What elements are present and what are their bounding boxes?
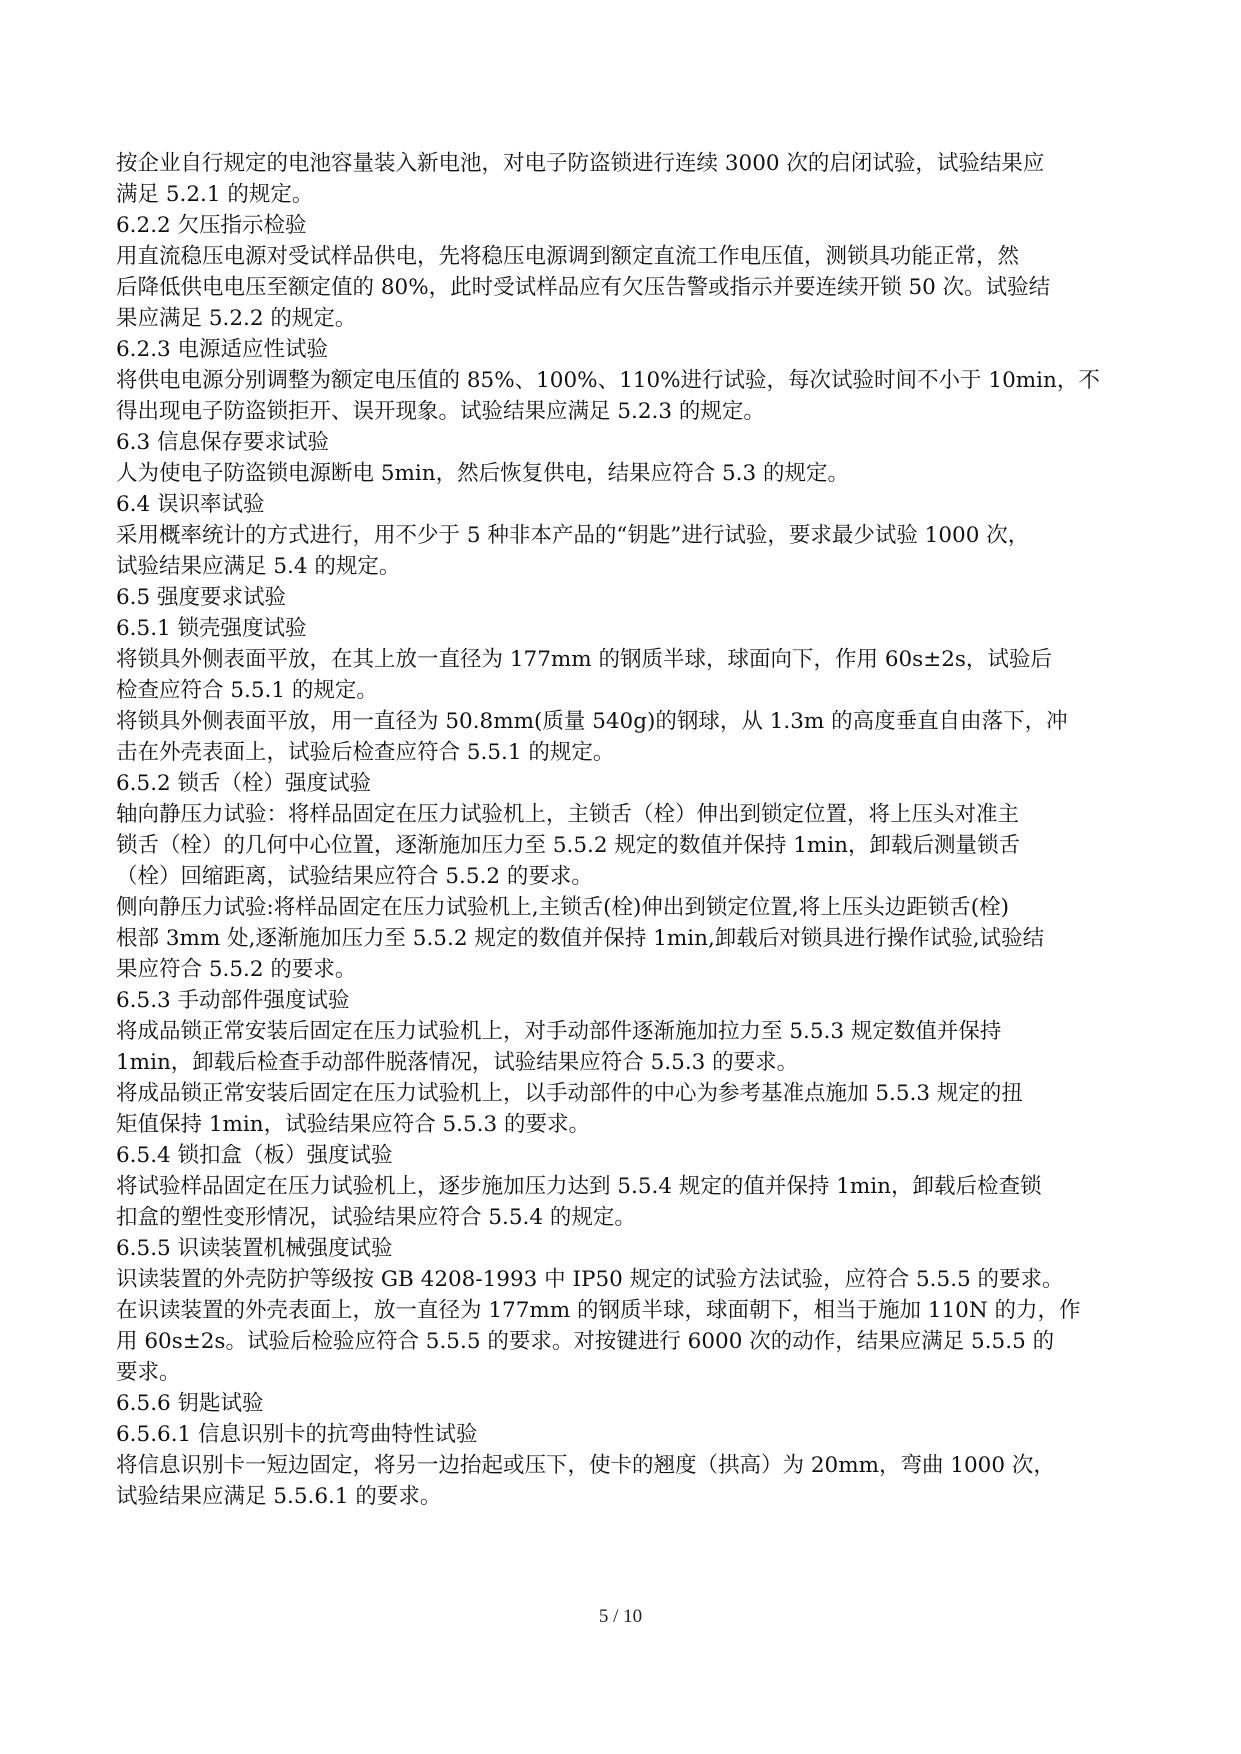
- text-line: 试验结果应满足 5.5.6.1 的要求。: [116, 1484, 442, 1509]
- section-heading: 6.5.3 手动部件强度试验: [116, 988, 350, 1013]
- text-line: 在识读装置的外壳表面上，放一直径为 177mm 的钢质半球，球面朝下，相当于施加 110N 的力，作: [116, 1298, 1081, 1323]
- text-line: 将锁具外侧表面平放，用一直径为 50.8mm(质量 540g)的钢球，从 1.3m 的高度垂直自由落下，冲: [116, 709, 1068, 734]
- section-heading: 6.2.2 欠压指示检验: [116, 213, 307, 238]
- text-line: 按企业自行规定的电池容量装入新电池，对电子防盗锁进行连续 3000 次的启闭试验，试验结果应: [116, 151, 1045, 176]
- text-line: 扣盒的塑性变形情况，试验结果应符合 5.5.4 的规定。: [116, 1205, 636, 1230]
- text-line: 用 60s±2s。试验后检验应符合 5.5.5 的要求。对按键进行 6000 次的动作，结果应满足 5.5.5 的: [116, 1329, 1055, 1354]
- text-line: 将试验样品固定在压力试验机上，逐步施加压力达到 5.5.4 规定的值并保持 1min，卸载后检查锁: [116, 1174, 1042, 1199]
- text-line: 后降低供电电压至额定值的 80%，此时受试样品应有欠压告警或指示并要连续开锁 50 次。试验结: [116, 275, 1051, 300]
- text-line: 果应符合 5.5.2 的要求。: [116, 957, 357, 982]
- text-line: 果应满足 5.2.2 的规定。: [116, 306, 357, 331]
- section-heading: 6.5.4 锁扣盒（板）强度试验: [116, 1143, 393, 1168]
- text-line: 试验结果应满足 5.4 的规定。: [116, 554, 401, 579]
- document-body: [116, 148, 1161, 1512]
- text-line: 要求。: [116, 1360, 181, 1385]
- text-line: 得出现电子防盗锁拒开、误开现象。试验结果应满足 5.2.3 的规定。: [116, 399, 765, 424]
- text-line: 将成品锁正常安装后固定在压力试验机上，对手动部件逐渐施加拉力至 5.5.3 规定数值并保持: [116, 1019, 1002, 1044]
- text-line: 满足 5.2.1 的规定。: [116, 182, 314, 207]
- section-heading: 6.5.6 钥匙试验: [116, 1391, 264, 1416]
- text-line: 侧向静压力试验:将样品固定在压力试验机上,主锁舌(栓)伸出到锁定位置,将上压头边距锁舌(栓): [116, 895, 1009, 920]
- section-heading: 6.4 误识率试验: [116, 492, 265, 517]
- text-line: 检查应符合 5.5.1 的规定。: [116, 678, 378, 703]
- section-heading: 6.5.2 锁舌（栓）强度试验: [116, 771, 372, 796]
- section-heading: 6.5.1 锁壳强度试验: [116, 616, 307, 641]
- text-line: 1min，卸载后检查手动部件脱落情况，试验结果应符合 5.5.3 的要求。: [116, 1050, 799, 1075]
- text-line: 用直流稳压电源对受试样品供电，先将稳压电源调到额定直流工作电压值，测锁具功能正常，然: [116, 244, 1020, 269]
- section-heading: 6.5 强度要求试验: [116, 585, 287, 610]
- text-line: （栓）回缩距离，试验结果应符合 5.5.2 的要求。: [116, 864, 593, 889]
- text-line: 击在外壳表面上，试验后检查应符合 5.5.1 的规定。: [116, 740, 615, 765]
- section-heading: 6.5.5 识读装置机械强度试验: [116, 1236, 393, 1261]
- section-heading: 6.3 信息保存要求试验: [116, 430, 330, 455]
- section-heading: 6.5.6.1 信息识别卡的抗弯曲特性试验: [116, 1422, 478, 1447]
- section-heading: 6.2.3 电源适应性试验: [116, 337, 329, 362]
- text-line: 根部 3mm 处,逐渐施加压力至 5.5.2 规定的数值并保持 1min,卸载后对锁具进行操作试验,试验结: [116, 926, 1045, 951]
- text-line: 人为使电子防盗锁电源断电 5min，然后恢复供电，结果应符合 5.3 的规定。: [116, 461, 849, 486]
- text-line: 将成品锁正常安装后固定在压力试验机上，以手动部件的中心为参考基准点施加 5.5.3 规定的扭: [116, 1081, 1023, 1106]
- text-line: 矩值保持 1min，试验结果应符合 5.5.3 的要求。: [116, 1112, 590, 1137]
- text-line: 将信息识别卡一短边固定，将另一边抬起或压下，使卡的翘度（拱高）为 20mm，弯曲 1000 次，: [116, 1453, 1055, 1478]
- text-line: 采用概率统计的方式进行，用不少于 5 种非本产品的“钥匙”进行试验，要求最少试验 1000 次，: [116, 523, 1030, 548]
- text-line: 轴向静压力试验：将样品固定在压力试验机上，主锁舌（栓）伸出到锁定位置，将上压头对准主: [116, 802, 1020, 827]
- text-line: 锁舌（栓）的几何中心位置，逐渐施加压力至 5.5.2 规定的数值并保持 1min，卸载后测量锁舌: [116, 833, 1021, 858]
- text-line: 识读装置的外壳防护等级按 GB 4208-1993 中 IP50 规定的试验方法试验，应符合 5.5.5 的要求。: [116, 1267, 1064, 1292]
- page-number: 5 / 10: [598, 1606, 643, 1627]
- text-line: 将供电电源分别调整为额定电压值的 85%、100%、110%进行试验，每次试验时间不小于 10min，不: [116, 368, 1100, 393]
- text-line: 将锁具外侧表面平放，在其上放一直径为 177mm 的钢质半球，球面向下，作用 60s±2s，试验后: [116, 647, 1052, 672]
